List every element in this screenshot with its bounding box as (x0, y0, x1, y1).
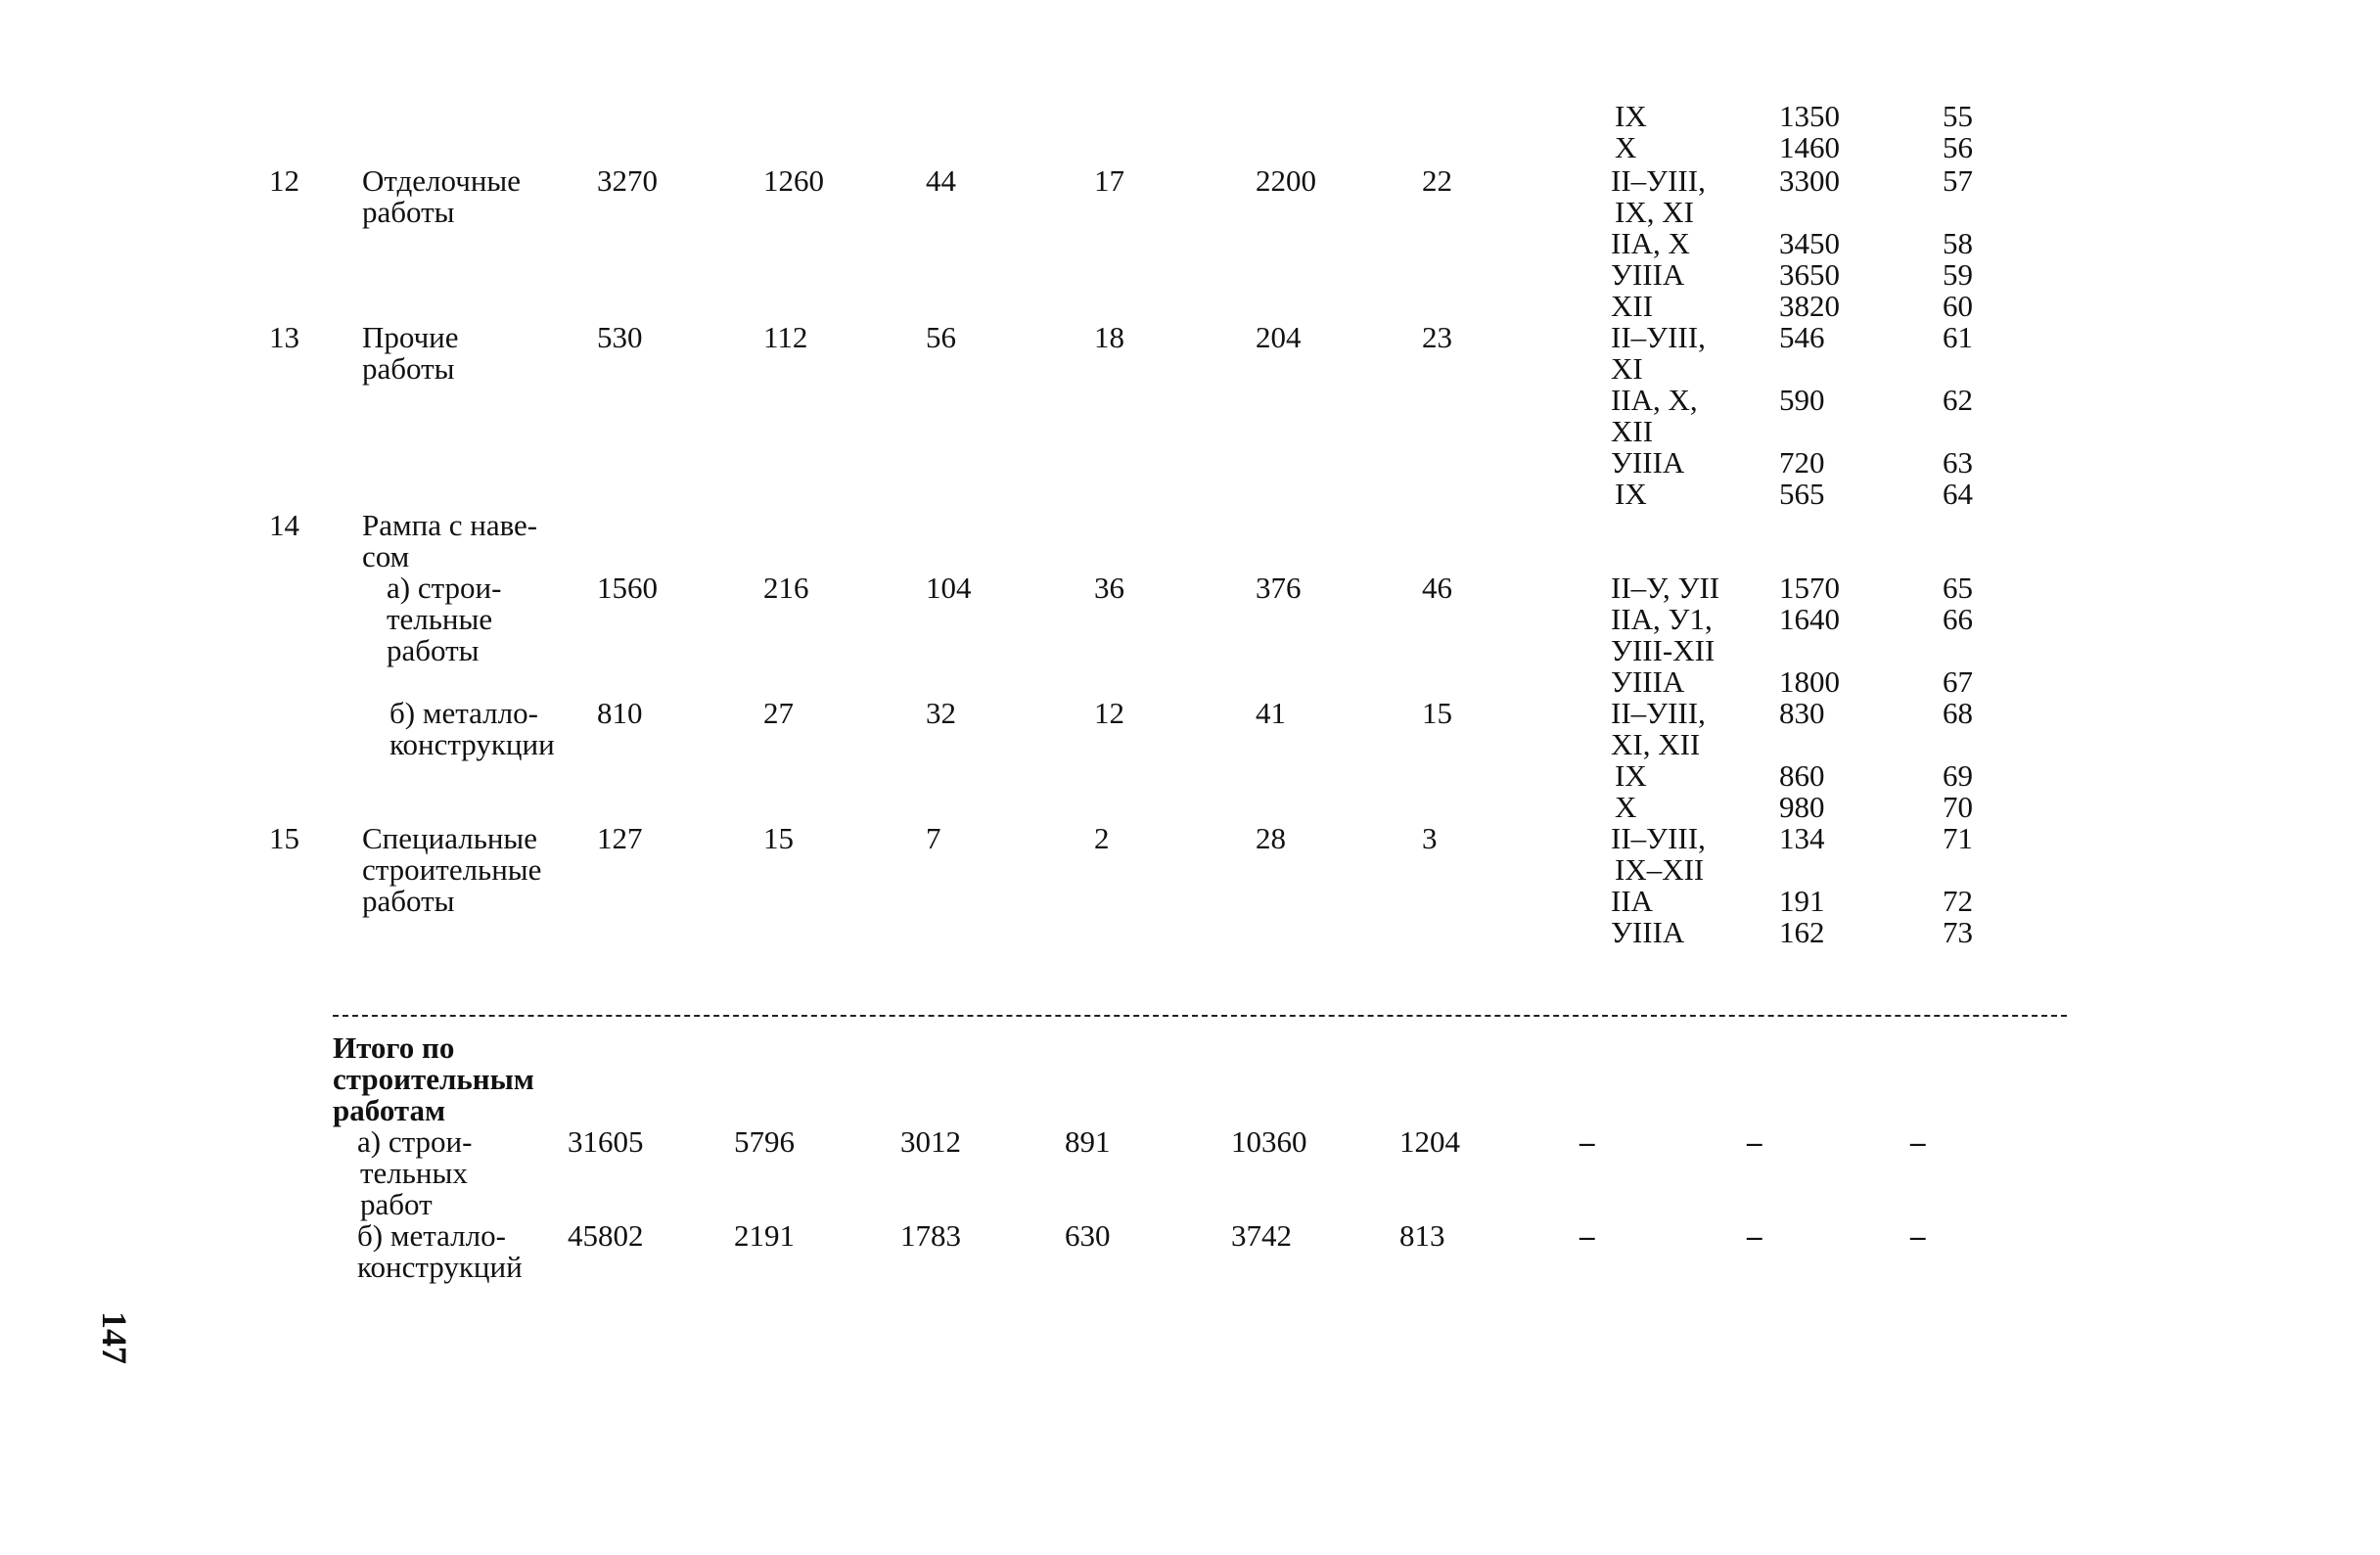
norm-cell: 162 (1779, 915, 1825, 949)
index-cell: 67 (1943, 664, 1973, 699)
value-cell: 2200 (1256, 163, 1316, 198)
index-cell: 64 (1943, 477, 1973, 511)
roman-cell: УIIIA (1611, 664, 1685, 699)
roman-cell: IX (1615, 99, 1647, 133)
norm-cell: 720 (1779, 445, 1825, 480)
index-cell: 69 (1943, 758, 1973, 793)
roman-cell: X (1615, 790, 1637, 824)
total-value-cell: 10360 (1231, 1124, 1307, 1159)
value-cell: 2 (1094, 821, 1110, 855)
total-value-cell: 5796 (734, 1124, 795, 1159)
total-value-cell: 1204 (1399, 1124, 1460, 1159)
total-item-name: б) металло- (357, 1218, 506, 1253)
index-cell: 65 (1943, 571, 1973, 605)
subrow-name: б) металло- (389, 696, 538, 730)
index-cell: 72 (1943, 884, 1973, 918)
roman-cell: УIIIA (1611, 257, 1685, 292)
total-value-cell: 45802 (568, 1218, 644, 1253)
total-value-cell: 891 (1065, 1124, 1111, 1159)
index-cell: 68 (1943, 696, 1973, 730)
norm-cell: 565 (1779, 477, 1825, 511)
page-number: 147 (95, 1311, 134, 1364)
empty-dash: – (1579, 1124, 1595, 1159)
value-cell: 7 (926, 821, 941, 855)
roman-cell: II–УIII, (1611, 696, 1706, 730)
empty-dash: – (1747, 1124, 1762, 1159)
total-value-cell: 813 (1399, 1218, 1445, 1253)
value-cell: 36 (1094, 571, 1124, 605)
value-cell: 1260 (763, 163, 824, 198)
row-name: работы (362, 351, 455, 386)
total-item-name: работ (360, 1187, 433, 1221)
value-cell: 216 (763, 571, 809, 605)
norm-cell: 134 (1779, 821, 1825, 855)
value-cell: 204 (1256, 320, 1302, 354)
row-number: 13 (269, 320, 299, 354)
norm-cell: 1800 (1779, 664, 1840, 699)
norm-cell: 830 (1779, 696, 1825, 730)
total-title: строительным (333, 1062, 534, 1096)
empty-dash: – (1910, 1124, 1926, 1159)
value-cell: 23 (1422, 320, 1452, 354)
total-value-cell: 630 (1065, 1218, 1111, 1253)
roman-cell: II–УIII, (1611, 821, 1706, 855)
index-cell: 70 (1943, 790, 1973, 824)
subrow-name: а) строи- (387, 571, 502, 605)
row-name: Прочие (362, 320, 459, 354)
norm-cell: 1460 (1779, 130, 1840, 164)
value-cell: 44 (926, 163, 956, 198)
row-name: Специальные (362, 821, 538, 855)
value-cell: 41 (1256, 696, 1286, 730)
index-cell: 56 (1943, 130, 1973, 164)
norm-cell: 1640 (1779, 602, 1840, 636)
value-cell: 12 (1094, 696, 1124, 730)
roman-cell: IIA, У1, (1611, 602, 1713, 636)
index-cell: 57 (1943, 163, 1973, 198)
total-title: работам (333, 1093, 446, 1127)
subrow-name: тельные (387, 602, 493, 636)
value-cell: 15 (1422, 696, 1452, 730)
index-cell: 61 (1943, 320, 1973, 354)
roman-cell: УIIIA (1611, 915, 1685, 949)
norm-cell: 546 (1779, 320, 1825, 354)
index-cell: 58 (1943, 226, 1973, 260)
row-number: 15 (269, 821, 299, 855)
roman-cell: XII (1611, 414, 1654, 448)
roman-cell: IX–XII (1615, 852, 1705, 887)
index-cell: 62 (1943, 383, 1973, 417)
roman-cell: II–УIII, (1611, 163, 1706, 198)
row-number: 12 (269, 163, 299, 198)
norm-cell: 3300 (1779, 163, 1840, 198)
value-cell: 18 (1094, 320, 1124, 354)
value-cell: 56 (926, 320, 956, 354)
total-value-cell: 3742 (1231, 1218, 1292, 1253)
row-name: строительные (362, 852, 542, 887)
norm-cell: 980 (1779, 790, 1825, 824)
roman-cell: II–У, УII (1611, 571, 1720, 605)
roman-cell: XI, XII (1611, 727, 1701, 761)
roman-cell: УIII-XII (1611, 633, 1716, 667)
total-title: Итого по (333, 1030, 455, 1065)
index-cell: 66 (1943, 602, 1973, 636)
roman-cell: IX, XI (1615, 195, 1694, 229)
value-cell: 28 (1256, 821, 1286, 855)
row-name: сом (362, 539, 410, 573)
row-name: Рампа с наве- (362, 508, 538, 542)
value-cell: 22 (1422, 163, 1452, 198)
roman-cell: IX (1615, 477, 1647, 511)
roman-cell: XII (1611, 289, 1654, 323)
norm-cell: 590 (1779, 383, 1825, 417)
index-cell: 73 (1943, 915, 1973, 949)
value-cell: 27 (763, 696, 794, 730)
total-item-name: а) строи- (357, 1124, 473, 1159)
value-cell: 3270 (597, 163, 658, 198)
total-value-cell: 2191 (734, 1218, 795, 1253)
total-value-cell: 31605 (568, 1124, 644, 1159)
row-name: Отделочные (362, 163, 521, 198)
norm-cell: 1570 (1779, 571, 1840, 605)
row-name: работы (362, 884, 455, 918)
norm-cell: 191 (1779, 884, 1825, 918)
norm-cell: 1350 (1779, 99, 1840, 133)
value-cell: 15 (763, 821, 794, 855)
roman-cell: IIA (1611, 884, 1654, 918)
value-cell: 32 (926, 696, 956, 730)
value-cell: 810 (597, 696, 643, 730)
value-cell: 3 (1422, 821, 1438, 855)
value-cell: 17 (1094, 163, 1124, 198)
norm-cell: 3450 (1779, 226, 1840, 260)
roman-cell: IIA, X, (1611, 383, 1698, 417)
row-number: 14 (269, 508, 299, 542)
norm-cell: 3650 (1779, 257, 1840, 292)
total-value-cell: 1783 (900, 1218, 961, 1253)
index-cell: 59 (1943, 257, 1973, 292)
subrow-name: работы (387, 633, 480, 667)
index-cell: 60 (1943, 289, 1973, 323)
subrow-name: конструкции (389, 727, 555, 761)
value-cell: 376 (1256, 571, 1302, 605)
total-value-cell: 3012 (900, 1124, 961, 1159)
norm-cell: 3820 (1779, 289, 1840, 323)
roman-cell: II–УIII, (1611, 320, 1706, 354)
norm-cell: 860 (1779, 758, 1825, 793)
roman-cell: XI (1611, 351, 1643, 386)
value-cell: 104 (926, 571, 972, 605)
row-name: работы (362, 195, 455, 229)
value-cell: 530 (597, 320, 643, 354)
total-item-name: конструкций (357, 1250, 523, 1284)
value-cell: 127 (597, 821, 643, 855)
value-cell: 112 (763, 320, 808, 354)
roman-cell: IIA, X (1611, 226, 1690, 260)
roman-cell: X (1615, 130, 1637, 164)
empty-dash: – (1910, 1218, 1926, 1253)
index-cell: 55 (1943, 99, 1973, 133)
empty-dash: – (1579, 1218, 1595, 1253)
value-cell: 1560 (597, 571, 658, 605)
total-item-name: тельных (360, 1156, 468, 1190)
roman-cell: УIIIA (1611, 445, 1685, 480)
value-cell: 46 (1422, 571, 1452, 605)
index-cell: 71 (1943, 821, 1973, 855)
dashed-separator (333, 1015, 2067, 1017)
empty-dash: – (1747, 1218, 1762, 1253)
roman-cell: IX (1615, 758, 1647, 793)
index-cell: 63 (1943, 445, 1973, 480)
